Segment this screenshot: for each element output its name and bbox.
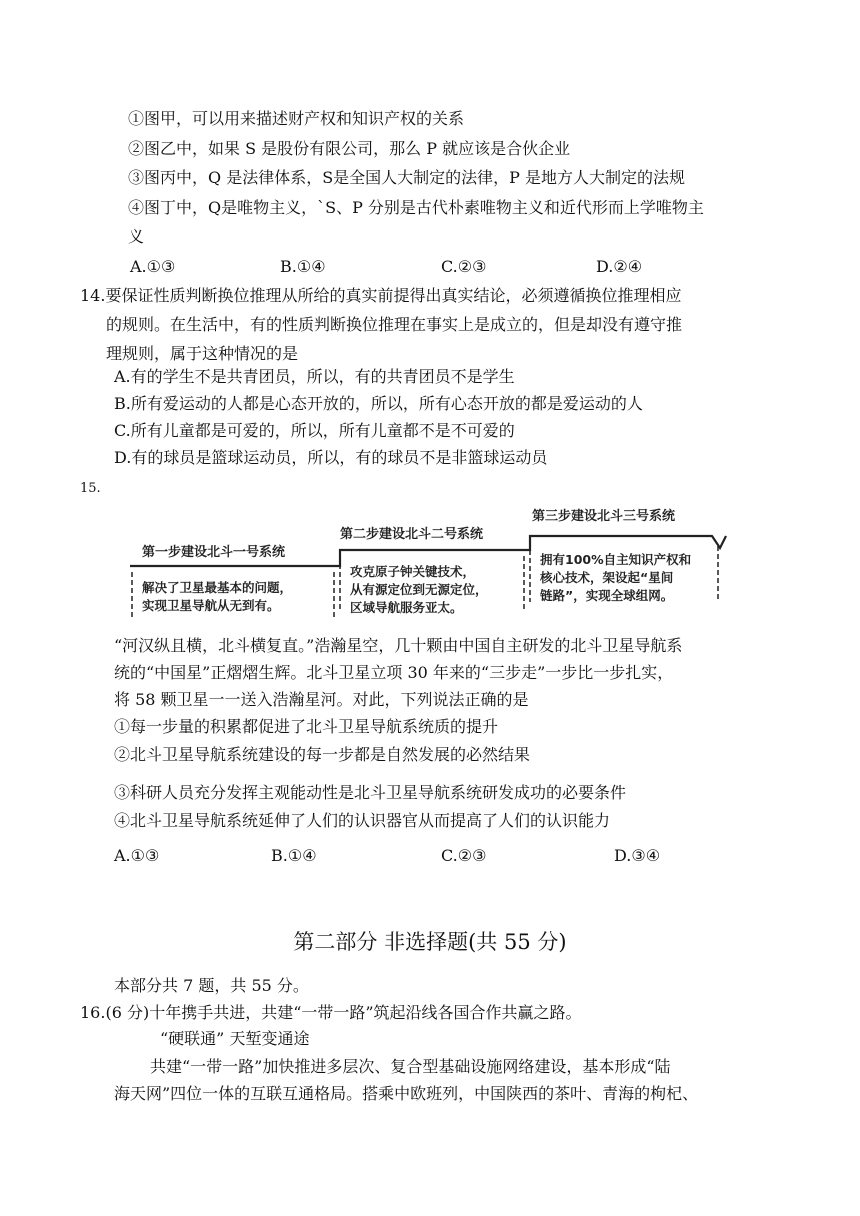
q16-subheading: “硬联通” 天堑变通途 (160, 1029, 310, 1048)
q14-option-b: B.所有爱运动的人都是心态开放的，所以，所有心态开放的都是爱运动的人 (114, 394, 643, 413)
q14-option-a: A.有的学生不是共青团员，所以，有的共青团员不是学生 (114, 367, 515, 386)
q15-statement-3: ③科研人员充分发挥主观能动性是北斗卫星导航系统研发成功的必要条件 (114, 783, 627, 802)
q16-paragraph-1: 共建“一带一路”加快推进多层次、复合型基础设施网络建设，基本形成“陆 (150, 1057, 671, 1076)
q14-stem-2: 的规则。在生活中，有的性质判断换位推理在事实上是成立的，但是却没有遵守推 (106, 315, 683, 334)
q13-option-b: B.①④ (280, 257, 326, 276)
beidou-steps-diagram (128, 498, 728, 618)
q15-statement-1: ①每一步量的积累都促进了北斗卫星导航系统质的提升 (114, 717, 499, 736)
q15-number: 15. (80, 481, 101, 496)
q15-statement-4: ④北斗卫星导航系统延伸了人们的认识器官从而提高了人们的认识能力 (114, 811, 611, 830)
q13-statement-3: ③图丙中，Q 是法律体系，S是全国人大制定的法律，P 是地方人大制定的法规 (128, 168, 686, 187)
q15-stem-3: 将 58 颗卫星一一送入浩瀚星河。对此，下列说法正确的是 (114, 690, 529, 709)
q13-option-d: D.②④ (596, 257, 643, 276)
step1-title: 第一步建设北斗一号系统 (142, 545, 286, 560)
part2-title: 第二部分 非选择题(共 55 分) (293, 930, 567, 954)
q13-statement-4: ④图丁中，Q是唯物主义，`S、P 分别是古代朴素唯物主义和近代形而上学唯物主 (128, 198, 704, 217)
q16-stem: 16.(6 分)十年携手共进，共建“一带一路”筑起沿线各国合作共赢之路。 (80, 1003, 582, 1022)
q14-stem-1: 14.要保证性质判断换位推理从所给的真实前提得出真实结论，必须遵循换位推理相应 (80, 286, 682, 305)
q14-stem-3: 理规则，属于这种情况的是 (106, 344, 299, 363)
q15-option-c: C.②③ (441, 846, 487, 865)
q13-statement-4-cont: 义 (128, 227, 145, 246)
q13-option-c: C.②③ (441, 257, 487, 276)
step1-box (132, 572, 334, 618)
q15-option-b: B.①④ (271, 846, 317, 865)
step3-box (530, 542, 718, 603)
step2-title: 第二步建设北斗二号系统 (340, 527, 484, 542)
q15-option-d: D.③④ (614, 846, 661, 865)
step3-title: 第三步建设北斗三号系统 (532, 509, 676, 524)
step2-box (340, 556, 524, 615)
step2-text-3: 区域导航服务亚太。 (350, 600, 463, 615)
step2-text-2: 从有源定位到无源定位， (350, 582, 488, 597)
step3-text-3: 链路”，实现全球组网。 (540, 588, 674, 603)
step3-text-1: 拥有100%自主知识产权和 (540, 552, 692, 567)
part2-intro: 本部分共 7 题，共 55 分。 (114, 976, 309, 995)
q15-option-a: A.①③ (114, 846, 160, 865)
step3-text-2: 核心技术，架设起“星间 (540, 570, 674, 585)
q15-statement-2: ②北斗卫星导航系统建设的每一步都是自然发展的必然结果 (114, 745, 531, 764)
q14-option-c: C.所有儿童都是可爱的，所以，所有儿童都不是不可爱的 (114, 421, 515, 440)
step2-text-1: 攻克原子钟关键技术， (350, 564, 476, 579)
q15-stem-2: 统的“中国星”正熠熠生辉。北斗卫星立项 30 年来的“三步走”一步比一步扎实， (114, 663, 674, 682)
q14-option-d: D.有的球员是篮球运动员，所以，有的球员不是非篮球运动员 (114, 448, 548, 467)
q13-statement-1: ①图甲，可以用来描述财产权和知识产权的关系 (128, 109, 465, 128)
q13-statement-2: ②图乙中，如果 S 是股份有限公司，那么 P 就应该是合伙企业 (128, 139, 571, 158)
q16-paragraph-2: 海天网”四位一体的互联互通格局。搭乘中欧班列，中国陕西的茶叶、青海的枸杞、 (114, 1084, 699, 1103)
step1-text-2: 实现卫星导航从无到有。 (142, 598, 280, 613)
q13-option-a: A.①③ (130, 257, 176, 276)
step1-text-1: 解决了卫星最基本的问题， (142, 580, 293, 595)
q15-stem-1: “河汉纵且横，北斗横复直。”浩瀚星空，几十颗由中国自主研发的北斗卫星导航系 (114, 636, 683, 655)
